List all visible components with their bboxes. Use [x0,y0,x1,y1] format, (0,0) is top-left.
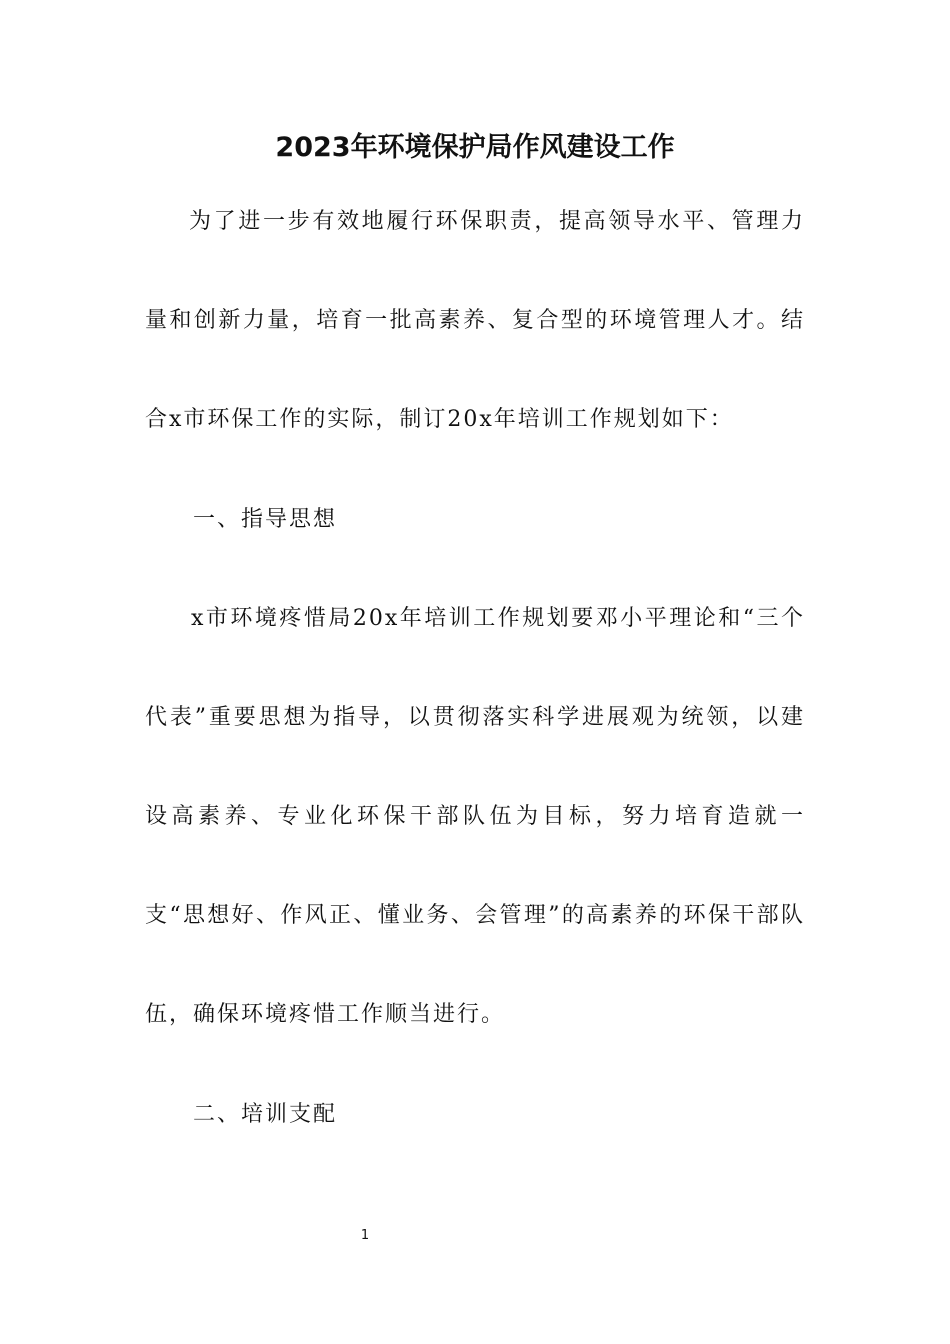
intro-paragraph: 为了进一步有效地履行环保职责，提高领导水平、管理力量和创新力量，培育一批高素养、复合型的环境管理人才。结合x市环保工作的实际，制订20x年培训工作规划如下： [145,209,805,432]
guiding-ideology-paragraph: x市环境疼惜局20x年培训工作规划要邓小平理论和“三个代表”重要思想为指导，以贯彻落实科学进展观为统领，以建设高素养、专业化环保干部队伍为目标，努力培育造就一支“思想好、作风正、懂业务、会管理”的高素养的环保干部队伍，确保环境疼惜工作顺当进行。 [145,606,805,1027]
page-number: 1 [360,1228,370,1243]
section-heading-training-arrangement: 二、培训支配 [193,1102,338,1127]
section-heading-guiding-ideology: 一、指导思想 [193,507,338,532]
document-title: 2023年环境保护局作风建设工作 [275,132,675,163]
